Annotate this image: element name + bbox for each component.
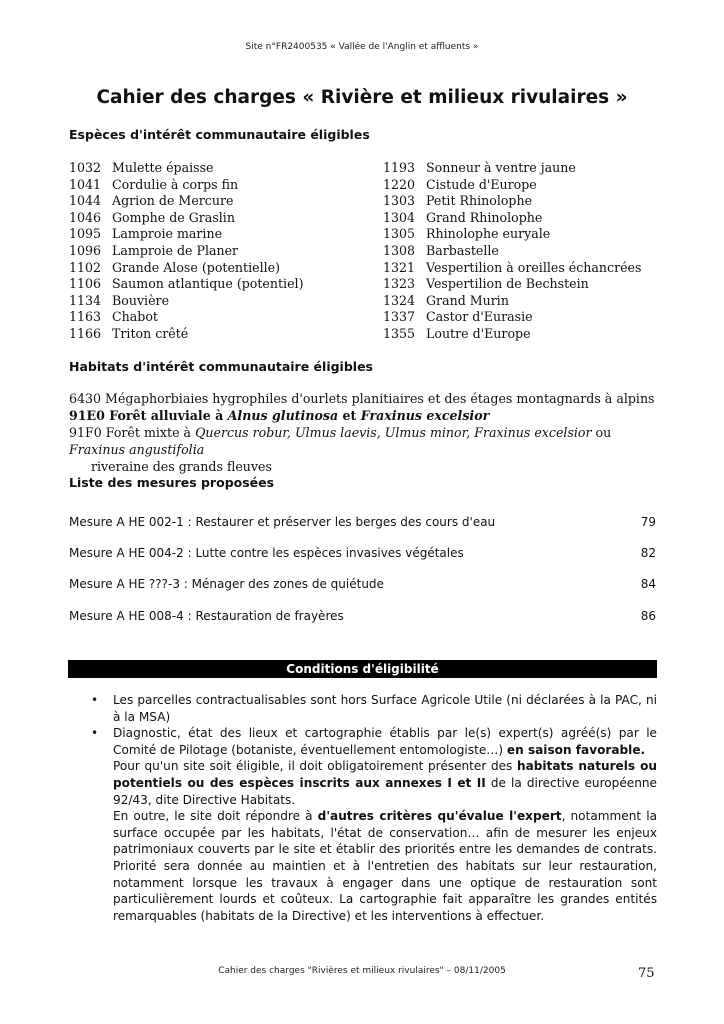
condition-text-2-bold: en saison favorable. xyxy=(506,742,646,757)
species-name: Bouvière xyxy=(112,292,170,308)
measure-label: Mesure A HE 002-1 : Restaurer et préserver les berges des cours d'eau xyxy=(69,515,496,529)
condition-paragraph-1 xyxy=(113,758,657,808)
species-name: Mulette épaisse xyxy=(112,160,214,175)
condition-paragraph-2 xyxy=(113,808,657,924)
species-row xyxy=(383,210,641,227)
species-name: Petit Rhinolophe xyxy=(426,193,533,209)
species-row xyxy=(383,193,641,210)
page-number: 75 xyxy=(638,966,655,981)
species-code: 1303 xyxy=(383,193,416,209)
paragraph-2-a: En outre, le site doit répondre à xyxy=(113,809,318,824)
species-code: 1304 xyxy=(383,209,416,225)
paragraph-1-c: de la directive européenne 92/43, dite Directive Habitats. xyxy=(113,775,658,807)
species-code: 1193 xyxy=(383,160,416,175)
species-code: 1134 xyxy=(69,292,102,308)
species-code: 1321 xyxy=(383,259,416,275)
species-row xyxy=(69,260,303,277)
condition-text-1: Les parcelles contractualisables sont hors Surface Agricole Utile (ni déclarées à la PAC, ni à la MSA) xyxy=(113,693,657,724)
measure-page: 79 xyxy=(640,515,656,529)
species-row xyxy=(383,226,641,243)
habitat-91e0-mid: et xyxy=(338,408,361,423)
species-name: Cordulie à corps fin xyxy=(112,176,239,192)
species-name: Castor d'Eurasie xyxy=(426,309,533,325)
species-name: Lamproie de Planer xyxy=(112,242,239,258)
species-name: Sonneur à ventre jaune xyxy=(426,160,576,175)
species-name: Cistude d'Europe xyxy=(426,176,537,192)
habitat-91f0 xyxy=(69,424,669,458)
species-row xyxy=(383,260,641,277)
habitat-91e0 xyxy=(69,407,669,424)
species-name: Barbastelle xyxy=(426,242,499,258)
species-code: 1044 xyxy=(69,193,102,209)
species-row xyxy=(69,210,303,227)
paragraph-2-c: , notamment la surface occupée par les habitats, l'état de conservation… afin de mesurer les enjeux patrimoniaux couverts par le site et établir des priorités entre les demandes de contrats. Priorité sera donnée au maintien et à l'entretien des habitats sur leur restauration, notamment lorsque les travaux à engager dans une optique de restauration sont particulièrement lourds et coûteux. La cartographie fait apparaître les grandes entités remarquables (habitats de la Directive) et les interventions à effectuer. xyxy=(113,809,657,923)
paragraph-2-bold: d'autres critères qu'évalue l'expert xyxy=(317,809,562,824)
species-column-right xyxy=(383,160,641,343)
species-row xyxy=(69,276,303,293)
measure-item xyxy=(69,609,656,623)
species-name: Agrion de Mercure xyxy=(112,193,234,209)
species-name: Vespertilion à oreilles échancrées xyxy=(426,259,642,275)
measure-page: 82 xyxy=(640,546,656,560)
measure-label: Mesure A HE 004-2 : Lutte contre les espèces invasives végétales xyxy=(69,546,464,560)
species-code: 1096 xyxy=(69,242,102,258)
species-code: 1041 xyxy=(69,176,102,192)
measure-page: 86 xyxy=(640,609,656,623)
condition-bullet-1 xyxy=(91,692,657,725)
species-code: 1337 xyxy=(383,309,416,325)
species-row xyxy=(69,177,303,194)
species-code: 1355 xyxy=(383,325,416,341)
footer-text: Cahier des charges "Rivières et milieux rivulaires" – 08/11/2005 xyxy=(218,966,506,976)
species-name: Rhinolophe euryale xyxy=(426,226,551,242)
measures-heading: Liste des mesures proposées xyxy=(69,475,275,490)
bullet-icon: • xyxy=(91,726,99,741)
species-code: 1305 xyxy=(383,226,416,242)
paragraph-1-a: Pour qu'un site soit éligible, il doit obligatoirement présenter des xyxy=(113,759,517,774)
habitat-91e0-species-2: Fraxinus excelsior xyxy=(360,408,490,423)
habitats-heading: Habitats d'intérêt communautaire éligibles xyxy=(69,359,373,374)
habitat-91f0-species: Quercus robur, Ulmus laevis, Ulmus minor, Fraxinus excelsior xyxy=(195,425,592,440)
measure-label: Mesure A HE 008-4 : Restauration de frayères xyxy=(69,609,344,623)
species-row xyxy=(69,326,303,343)
species-heading: Espèces d'intérêt communautaire éligibles xyxy=(69,127,370,142)
habitats-list xyxy=(69,390,669,475)
species-row xyxy=(383,293,641,310)
measure-label: Mesure A HE ???-3 : Ménager des zones de quiétude xyxy=(69,577,384,591)
species-name: Loutre d'Europe xyxy=(426,325,531,341)
bullet-icon: • xyxy=(91,693,99,707)
species-name: Triton crêté xyxy=(112,325,189,341)
habitat-91f0-or: ou xyxy=(591,425,612,440)
species-row xyxy=(383,160,641,177)
species-name: Gomphe de Graslin xyxy=(112,209,235,225)
habitat-91e0-species-1: Alnus glutinosa xyxy=(227,408,339,423)
species-name: Grand Rhinolophe xyxy=(426,209,543,225)
species-code: 1102 xyxy=(69,259,102,275)
habitat-91f0-species-2: Fraxinus angustifolia xyxy=(69,442,205,457)
species-code: 1032 xyxy=(69,160,102,175)
habitat-6430: 6430 Mégaphorbiaies hygrophiles d'ourlets planitiaires et des étages montagnards à alpins xyxy=(69,391,655,406)
species-column-left xyxy=(69,160,303,343)
species-row xyxy=(383,177,641,194)
species-name: Chabot xyxy=(112,309,158,325)
species-code: 1046 xyxy=(69,209,102,225)
condition-text-2: Diagnostic, état des lieux et cartographie établis par le(s) expert(s) agréé(s) par le Comité de Pilotage (botaniste, éventuellement entomologiste…) xyxy=(113,726,657,757)
species-code: 1163 xyxy=(69,309,102,325)
species-code: 1324 xyxy=(383,292,416,308)
species-row xyxy=(69,160,303,177)
species-row xyxy=(383,276,641,293)
conditions-heading-bar: Conditions d'éligibilité xyxy=(68,660,657,678)
paragraph-1-bold: habitats naturels ou potentiels ou des espèces inscrits aux annexes I et II xyxy=(113,759,657,790)
habitat-91f0-line2: riveraine des grands fleuves xyxy=(91,459,272,474)
species-row xyxy=(69,309,303,326)
species-row xyxy=(383,309,641,326)
species-row xyxy=(383,243,641,260)
species-row xyxy=(69,226,303,243)
species-code: 1095 xyxy=(69,226,102,242)
measure-item xyxy=(69,515,656,529)
species-code: 1308 xyxy=(383,242,416,258)
species-code: 1106 xyxy=(69,276,102,292)
species-name: Lamproie marine xyxy=(112,226,223,242)
species-code: 1323 xyxy=(383,276,416,292)
conditions-body xyxy=(91,692,657,924)
species-code: 1166 xyxy=(69,325,102,341)
species-code: 1220 xyxy=(383,176,416,192)
species-row xyxy=(383,326,641,343)
measure-item xyxy=(69,577,656,591)
species-name: Saumon atlantique (potentiel) xyxy=(112,276,304,292)
species-name: Grand Murin xyxy=(426,292,509,308)
measure-item xyxy=(69,546,656,560)
condition-bullet-2 xyxy=(91,725,657,924)
site-header: Site n°FR2400535 « Vallée de l'Anglin et affluents » xyxy=(245,42,479,52)
species-row xyxy=(69,243,303,260)
page-title: Cahier des charges « Rivière et milieux rivulaires » xyxy=(96,87,628,108)
species-row xyxy=(69,293,303,310)
species-row xyxy=(69,193,303,210)
species-name: Grande Alose (potentielle) xyxy=(112,259,280,275)
measure-page: 84 xyxy=(640,577,656,591)
species-name: Vespertilion de Bechstein xyxy=(426,276,589,292)
habitat-91f0-prefix: 91F0 Forêt mixte à xyxy=(69,425,196,440)
habitat-91e0-prefix: 91E0 Forêt alluviale à xyxy=(69,408,228,423)
